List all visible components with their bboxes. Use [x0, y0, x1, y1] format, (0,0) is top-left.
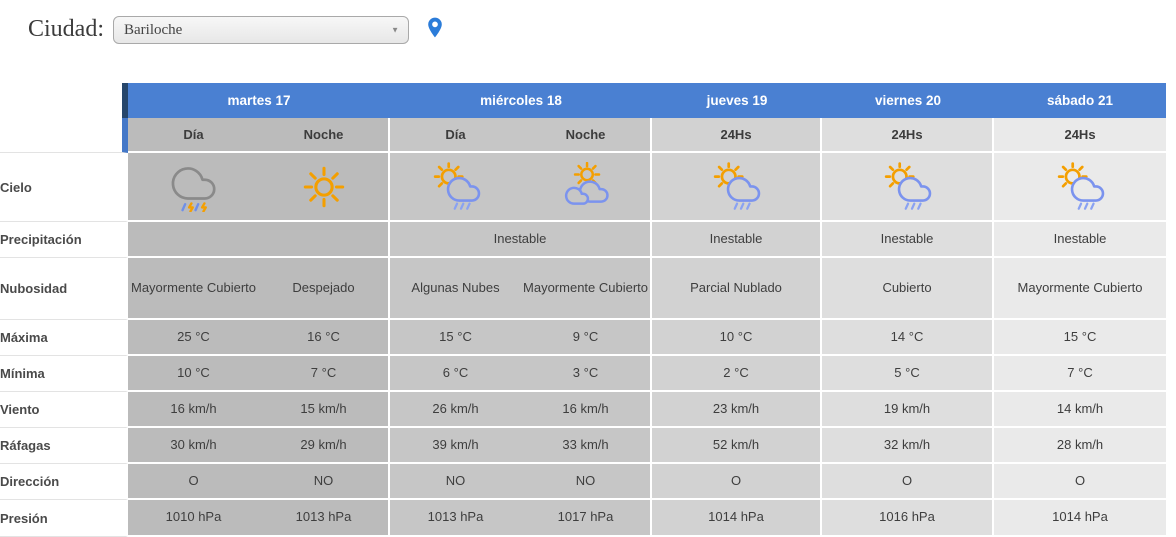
row-presion [0, 500, 1166, 537]
maxima-cell: 10 °C [652, 320, 822, 356]
presion-cell: 1010 hPa [128, 500, 259, 537]
viento-cell: 14 km/h [994, 392, 1166, 428]
period-miercoles-noche: Noche [521, 118, 652, 153]
nubosidad-cell: Algunas Nubes [390, 258, 521, 320]
city-select-wrap [113, 16, 409, 44]
day-header-viernes: viernes 20 [822, 83, 994, 118]
cielo-cell [521, 153, 652, 222]
nubosidad-cell: Cubierto [822, 258, 994, 320]
maxima-cell: 9 °C [521, 320, 652, 356]
day-header-jueves: jueves 19 [652, 83, 822, 118]
rafagas-cell: 28 km/h [994, 428, 1166, 464]
minima-cell: 5 °C [822, 356, 994, 392]
direccion-cell: NO [390, 464, 521, 500]
viento-cell: 19 km/h [822, 392, 994, 428]
precipitacion-cell: Inestable [652, 222, 822, 258]
rafagas-cell: 29 km/h [259, 428, 390, 464]
city-toolbar [0, 0, 1176, 83]
period-spacer [0, 118, 128, 153]
sun-cloud-rain-icon [882, 162, 932, 212]
rafagas-cell: 39 km/h [390, 428, 521, 464]
sun-cloud-rain-icon [431, 162, 481, 212]
row-precipitacion [0, 222, 1166, 258]
row-label-nubosidad: Nubosidad [0, 258, 128, 320]
row-label-precipitacion: Precipitación [0, 222, 128, 258]
row-label-rafagas: Ráfagas [0, 428, 128, 464]
period-miercoles-dia: Día [390, 118, 521, 153]
nubosidad-cell: Parcial Nublado [652, 258, 822, 320]
viento-cell: 16 km/h [128, 392, 259, 428]
direccion-cell: O [822, 464, 994, 500]
row-cielo [0, 153, 1166, 222]
cielo-cell [390, 153, 521, 222]
viento-cell: 16 km/h [521, 392, 652, 428]
sun-behind-clouds-icon [561, 162, 611, 212]
direccion-cell: NO [259, 464, 390, 500]
row-label-direccion: Dirección [0, 464, 128, 500]
minima-cell: 10 °C [128, 356, 259, 392]
precipitacion-cell: Inestable [390, 222, 652, 258]
period-jueves-24hs: 24Hs [652, 118, 822, 153]
minima-cell: 7 °C [994, 356, 1166, 392]
period-martes-dia: Día [128, 118, 259, 153]
direccion-cell: NO [521, 464, 652, 500]
maxima-cell: 16 °C [259, 320, 390, 356]
precipitacion-cell: Inestable [994, 222, 1166, 258]
row-label-presion: Presión [0, 500, 128, 537]
rafagas-cell: 32 km/h [822, 428, 994, 464]
forecast-table [0, 83, 1166, 537]
rafagas-cell: 52 km/h [652, 428, 822, 464]
precipitacion-cell [128, 222, 390, 258]
cielo-cell [652, 153, 822, 222]
sun-icon [301, 164, 347, 210]
row-label-minima: Mínima [0, 356, 128, 392]
direccion-cell: O [128, 464, 259, 500]
cielo-cell [822, 153, 994, 222]
presion-cell: 1017 hPa [521, 500, 652, 537]
nubosidad-cell: Mayormente Cubierto [128, 258, 259, 320]
row-label-cielo: Cielo [0, 153, 128, 222]
row-label-maxima: Máxima [0, 320, 128, 356]
maxima-cell: 15 °C [994, 320, 1166, 356]
maxima-cell: 15 °C [390, 320, 521, 356]
presion-cell: 1016 hPa [822, 500, 994, 537]
city-select[interactable] [113, 16, 409, 44]
day-header-sabado: sábado 21 [994, 83, 1166, 118]
direccion-cell: O [994, 464, 1166, 500]
cloud-lightning-rain-icon [169, 162, 219, 212]
cielo-cell [994, 153, 1166, 222]
cielo-cell [128, 153, 259, 222]
viento-cell: 23 km/h [652, 392, 822, 428]
sun-cloud-rain-icon [1055, 162, 1105, 212]
presion-cell: 1014 hPa [994, 500, 1166, 537]
day-header-martes: martes 17 [128, 83, 390, 118]
presion-cell: 1013 hPa [259, 500, 390, 537]
maxima-cell: 14 °C [822, 320, 994, 356]
period-martes-noche: Noche [259, 118, 390, 153]
row-viento [0, 392, 1166, 428]
minima-cell: 6 °C [390, 356, 521, 392]
minima-cell: 7 °C [259, 356, 390, 392]
cielo-cell [259, 153, 390, 222]
corner-spacer [0, 83, 128, 118]
maxima-cell: 25 °C [128, 320, 259, 356]
sun-cloud-rain-icon [711, 162, 761, 212]
city-label: Ciudad: [28, 16, 104, 42]
viento-cell: 26 km/h [390, 392, 521, 428]
dropdown-arrow-icon: ▼ [391, 24, 399, 34]
row-rafagas [0, 428, 1166, 464]
period-sabado-24hs: 24Hs [994, 118, 1166, 153]
row-minima [0, 356, 1166, 392]
nubosidad-cell: Despejado [259, 258, 390, 320]
period-viernes-24hs: 24Hs [822, 118, 994, 153]
nubosidad-cell: Mayormente Cubierto [994, 258, 1166, 320]
rafagas-cell: 30 km/h [128, 428, 259, 464]
rafagas-cell: 33 km/h [521, 428, 652, 464]
row-maxima [0, 320, 1166, 356]
presion-cell: 1014 hPa [652, 500, 822, 537]
viento-cell: 15 km/h [259, 392, 390, 428]
minima-cell: 3 °C [521, 356, 652, 392]
period-header-row [0, 118, 1166, 153]
row-label-viento: Viento [0, 392, 128, 428]
direccion-cell: O [652, 464, 822, 500]
day-header-row [0, 83, 1166, 118]
presion-cell: 1013 hPa [390, 500, 521, 537]
location-pin-icon[interactable] [424, 14, 446, 46]
nubosidad-cell: Mayormente Cubierto [521, 258, 652, 320]
precipitacion-cell: Inestable [822, 222, 994, 258]
row-direccion [0, 464, 1166, 500]
day-header-miercoles: miércoles 18 [390, 83, 652, 118]
minima-cell: 2 °C [652, 356, 822, 392]
row-nubosidad [0, 258, 1166, 320]
